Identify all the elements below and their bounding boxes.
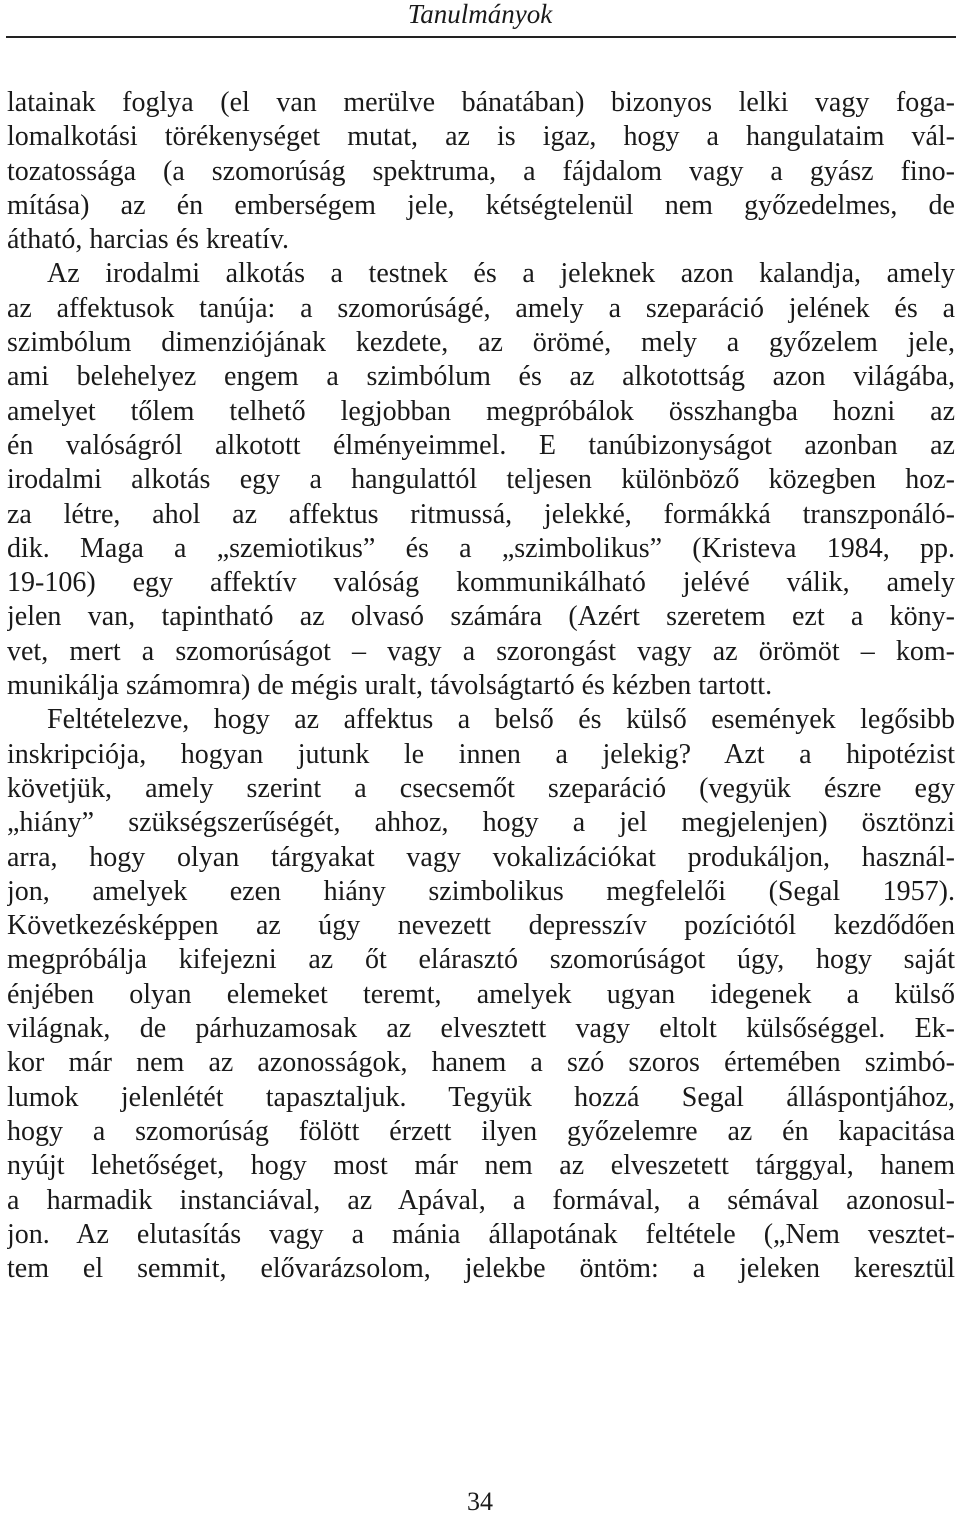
text-line: arra, hogy olyan tárgyakat vagy vokalizációkat produkáljon, használ- xyxy=(7,841,955,873)
paragraph-start-line: Az irodalmi alkotás a testnek és a jeleknek azon kalandja, amely xyxy=(47,258,955,290)
text-line: amelyet tőlem telhető legjobban megpróbálok összhangba hozni az xyxy=(7,395,955,427)
text-line: „hiány” szükségszerűségét, ahhoz, hogy a jel megjelenjen) ösztönzi xyxy=(7,807,955,839)
text-line: mítása) az én emberségem jele, kétségtelenül nem győzedelmes, de xyxy=(7,189,955,221)
text-line: 19-106) egy affektív valóság kommunikálható jelévé válik, amely xyxy=(7,567,955,599)
text-line: Következésképpen az úgy nevezett depresszív pozíciótól kezdődően xyxy=(7,910,955,942)
running-head: Tanulmányok xyxy=(407,0,553,29)
text-line: tozatossága (a szomorúság spektruma, a fájdalom vagy a gyász fino- xyxy=(7,155,955,187)
header-rule xyxy=(6,36,956,38)
text-line: szimbólum dimenziójának kezdete, az örömé, mely a győzelem jele, xyxy=(7,327,955,359)
body-text xyxy=(7,86,955,1286)
text-line: én valóságról alkotott élményeimmel. E tanúbizonyságot azonban az xyxy=(7,429,955,461)
text-line: a harmadik instanciával, az Apával, a formával, a sémával azonosul- xyxy=(7,1184,955,1216)
text-line: latainak foglya (el van merülve bánatában) bizonyos lelki vagy foga- xyxy=(7,87,955,118)
text-line: munikálja számomra) de mégis uralt, távolságtartó és kézben tartott. xyxy=(7,670,773,702)
text-line: ami belehelyez engem a szimbólum és az alkotottság azon világába, xyxy=(7,361,955,393)
text-line: tem el semmit, elővarázsolom, jelekbe öntöm: a jeleken keresztül xyxy=(7,1253,955,1285)
text-line: jon. Az elutasítás vagy a mánia állapotának feltétele („Nem vesztet- xyxy=(7,1218,955,1250)
paragraph-start-line: Feltételezve, hogy az affektus a belső és külső események legősibb xyxy=(47,704,955,736)
text-line: az affektusok tanúja: a szomorúságé, amely a szeparáció jelének és a xyxy=(7,292,955,324)
text-line: lumok jelenlétét tapasztaljuk. Tegyük hozzá Segal álláspontjához, xyxy=(7,1081,955,1113)
text-line: irodalmi alkotás egy a hangulattól teljesen különböző közegben hoz- xyxy=(7,464,955,496)
text-line: hogy a szomorúság fölött érzett ilyen győzelemre az én kapacitása xyxy=(7,1115,955,1147)
text-line: követjük, amely szerint a csecsemőt szeparáció (vegyük észre egy xyxy=(7,772,955,804)
page-number: 34 xyxy=(467,1487,493,1516)
text-line: világnak, de párhuzamosak az elvesztett vagy eltolt külsőséggel. Ek- xyxy=(7,1013,955,1045)
text-line: vet, mert a szomorúságot – vagy a szorongást vagy az örömöt – kom- xyxy=(7,635,955,667)
text-line: lomalkotási törékenységet mutat, az is igaz, hogy a hangulataim vál- xyxy=(7,121,955,153)
text-line: énjében olyan elemeket teremt, amelyek ugyan idegenek a külső xyxy=(7,978,955,1010)
text-line: jon, amelyek ezen hiány szimbolikus megfelelői (Segal 1957). xyxy=(7,875,955,907)
text-line: dik. Maga a „szemiotikus” és a „szimbolikus” (Kristeva 1984, pp. xyxy=(7,532,955,564)
text-line: átható, harcias és kreatív. xyxy=(7,224,289,256)
text-line: jelen van, tapintható az olvasó számára (Azért szeretem ezt a köny- xyxy=(7,601,955,633)
text-line: nyújt lehetőséget, hogy most már nem az elveszetett tárggyal, hanem xyxy=(7,1150,955,1182)
text-line: megpróbálja kifejezni az őt elárasztó szomorúságot úgy, hogy saját xyxy=(7,944,955,976)
text-line: kor már nem az azonosságok, hanem a szó szoros értemében szimbó- xyxy=(7,1047,955,1079)
text-line: za létre, ahol az affektus ritmussá, jelekké, formákká transzponáló- xyxy=(7,498,955,530)
text-line: inskripciója, hogyan jutunk le innen a jelekig? Azt a hipotézist xyxy=(7,738,955,770)
